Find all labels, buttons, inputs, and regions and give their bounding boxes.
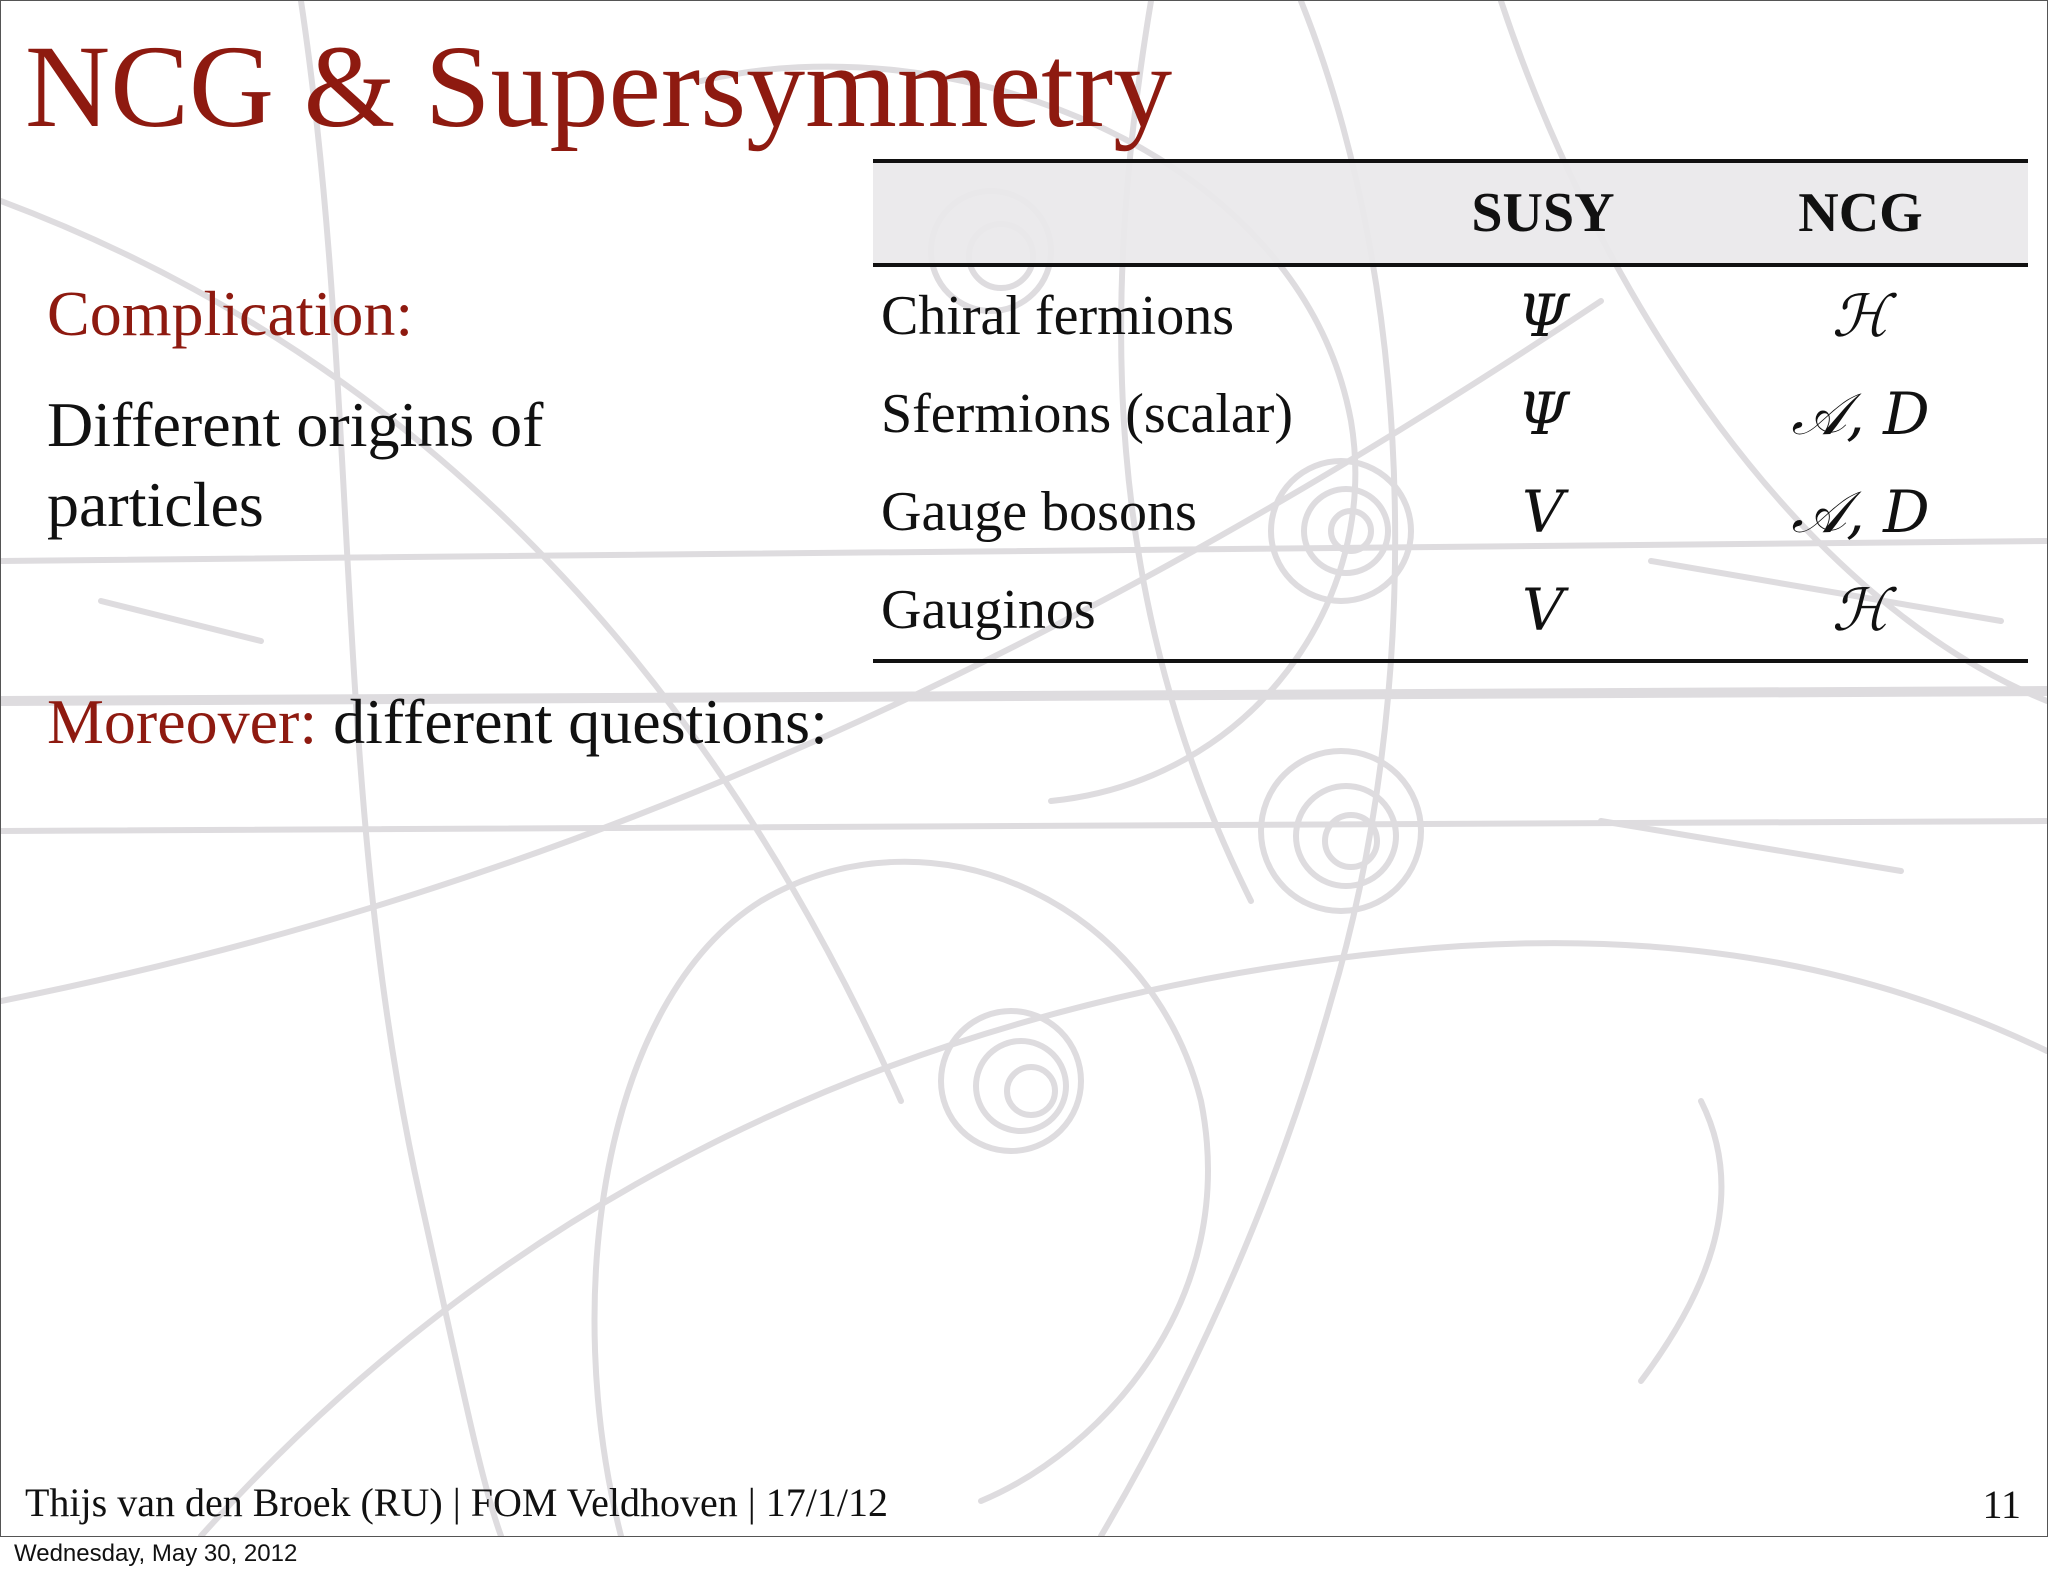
ncg-cell: 𝒜, D: [1791, 477, 1930, 546]
ncg-cell: ℋ: [1693, 561, 2028, 661]
date-stamp: Wednesday, May 30, 2012: [14, 1540, 298, 1567]
moreover-label: Moreover:: [47, 686, 318, 757]
table-header-row: [873, 161, 2028, 265]
table-row: [873, 365, 2028, 463]
susy-cell: V: [1393, 561, 1693, 661]
slide-footer: Thijs van den Broek (RU) | FOM Veldhoven | 17/1/12: [25, 1480, 888, 1525]
moreover-text: different questions:: [317, 686, 828, 757]
ncg-cell: 𝒜, D: [1791, 379, 1930, 448]
row-label: Sfermions (scalar): [881, 383, 1294, 445]
row-label: Chiral fermions: [881, 285, 1235, 347]
slide-title: NCG & Supersymmetry: [25, 21, 1173, 152]
table-row: [873, 265, 2028, 365]
row-label: Gauge bosons: [881, 481, 1197, 543]
table-row: [873, 463, 2028, 561]
susy-cell: Ψ: [1517, 380, 1569, 448]
ncg-cell: ℋ: [1831, 282, 1890, 350]
table-row: [873, 561, 2028, 661]
moreover-line: [47, 685, 828, 759]
comparison-table: [873, 159, 2028, 663]
row-label: Gauginos: [873, 561, 1393, 661]
page-number: 11: [1982, 1482, 2021, 1527]
table-header-ncg: NCG: [1693, 161, 2028, 265]
comparison-table-container: [873, 159, 2028, 663]
complication-label: Complication:: [47, 278, 414, 349]
susy-cell: V: [1522, 478, 1564, 546]
complication-text: Different origins of particles: [47, 389, 544, 540]
susy-cell: Ψ: [1517, 282, 1569, 350]
table-header-susy: SUSY: [1393, 161, 1693, 265]
table-header-empty: [873, 161, 1393, 265]
